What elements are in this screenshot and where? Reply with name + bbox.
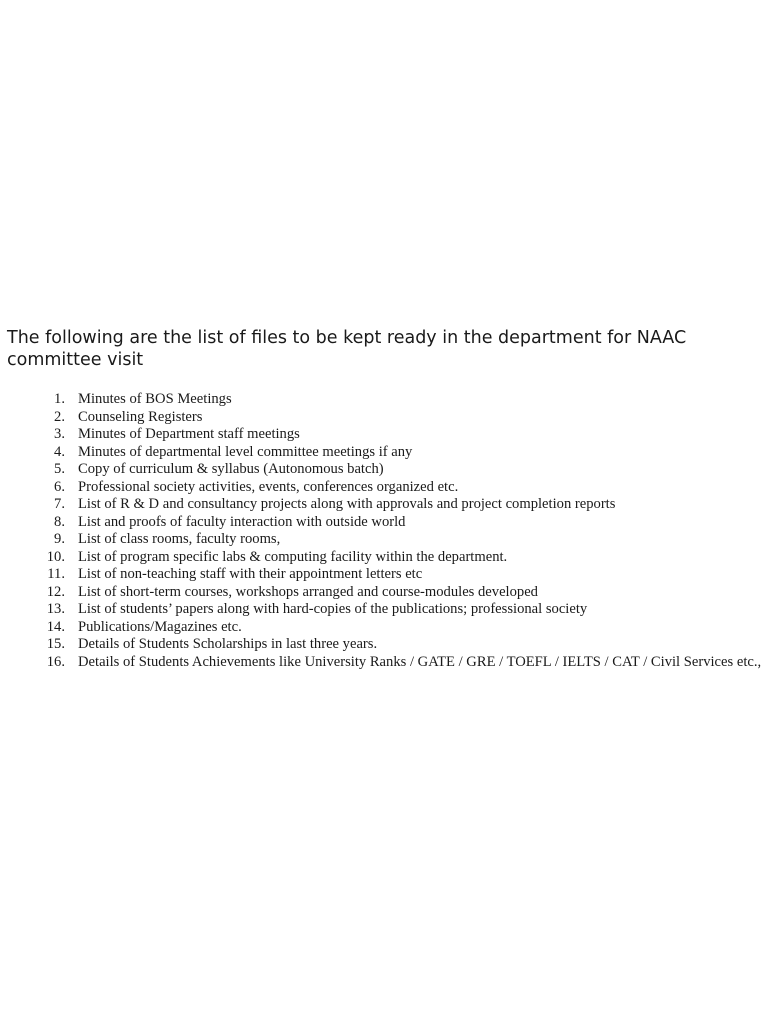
- item-text: List and proofs of faculty interaction with outside world: [78, 513, 406, 530]
- item-text: List of students’ papers along with hard-copies of the publications; professional society: [78, 601, 588, 617]
- list-item: [22, 601, 768, 619]
- item-number: 9.: [54, 531, 65, 547]
- intro-line-2: committee visit: [7, 350, 144, 370]
- item-text: Details of Students Scholarships in last three years.: [78, 636, 378, 652]
- item-number: 7.: [54, 496, 65, 512]
- list-item: [22, 409, 768, 427]
- item-number: 4.: [54, 443, 65, 460]
- intro-paragraph: [7, 327, 765, 371]
- item-text: Publications/Magazines etc.: [78, 618, 242, 635]
- item-number: 6.: [54, 478, 65, 495]
- item-number: 10.: [46, 548, 65, 565]
- item-text: Minutes of BOS Meetings: [78, 391, 232, 407]
- item-number: 2.: [54, 408, 65, 425]
- item-text: Minutes of Department staff meetings: [78, 426, 300, 442]
- item-number: 13.: [46, 601, 65, 617]
- item-number: 12.: [46, 583, 65, 600]
- item-text: Details of Students Achievements like University Ranks / GATE / GRE / TOEFL / IELTS / CAT / Civil Services etc.,: [78, 653, 762, 670]
- list-item: [22, 531, 768, 549]
- item-text: List of R & D and consultancy projects along with approvals and project completion reports: [78, 496, 616, 512]
- list-item: [22, 426, 768, 444]
- item-text: List of short-term courses, workshops arranged and course-modules developed: [78, 583, 538, 600]
- list-item: [22, 619, 768, 637]
- item-number: 14.: [46, 618, 65, 635]
- list-item: [22, 549, 768, 567]
- item-text: Minutes of departmental level committee meetings if any: [78, 443, 413, 460]
- list-item: [22, 514, 768, 532]
- item-text: List of non-teaching staff with their appointment letters etc: [78, 566, 423, 582]
- list-item: [22, 444, 768, 462]
- item-text: Copy of curriculum & syllabus (Autonomous batch): [78, 461, 384, 477]
- list-item: [22, 654, 768, 672]
- item-number: 16.: [46, 653, 65, 670]
- list-item: [22, 391, 768, 409]
- item-number: 5.: [54, 461, 65, 477]
- list-item: [22, 566, 768, 584]
- item-text: List of program specific labs & computing facility within the department.: [78, 548, 508, 565]
- list-item: [22, 461, 768, 479]
- list-item: [22, 636, 768, 654]
- item-number: 1.: [54, 391, 65, 407]
- item-text: Professional society activities, events, conferences organized etc.: [78, 478, 459, 495]
- item-text: Counseling Registers: [78, 408, 203, 425]
- list-item: [22, 496, 768, 514]
- item-number: 15.: [46, 636, 65, 652]
- list-item: [22, 584, 768, 602]
- intro-line-1: The following are the list of files to be kept ready in the department for NAAC: [7, 328, 687, 348]
- item-number: 8.: [54, 513, 65, 530]
- item-number: 3.: [54, 426, 65, 442]
- item-number: 11.: [47, 566, 65, 582]
- list-item: [22, 479, 768, 497]
- item-text: List of class rooms, faculty rooms,: [78, 531, 281, 547]
- files-list: [22, 391, 768, 671]
